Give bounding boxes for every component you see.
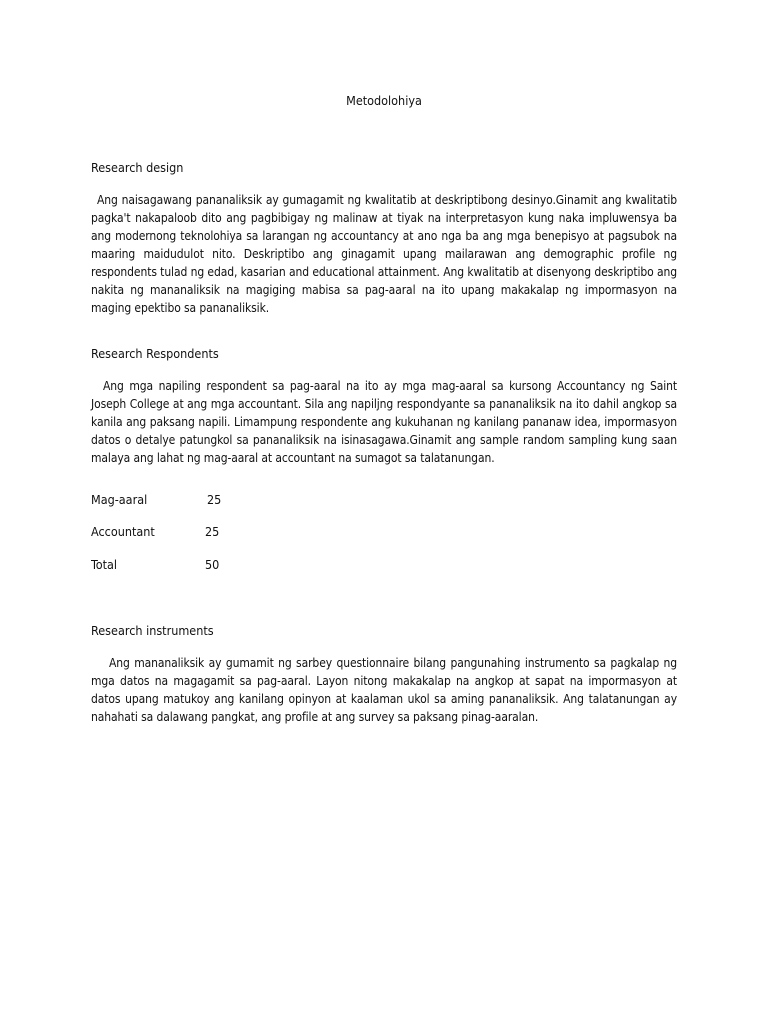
respondent-table-value-students: 25 <box>207 492 222 507</box>
page-title: Metodolohiya <box>346 93 422 108</box>
research-respondents-paragraph: Ang mga napiling respondent sa pag-aaral na ito ay mga mag-aaral sa kursong Accountancy ng Saint Joseph College at ang mga accountant. Sila ang napiljng respondyante sa pananaliksik na ito dahil angkop sa kanila ang paksang napili. Limampung respondente ang kukuhanan ng kanilang pananaw idea, impormasyon datos o detalye patungkol sa pananaliksik na isinasagawa.Ginamit ang sample random sampling kung saan malaya ang lahat ng mag-aaral at accountant na sumagot sa talatanungan. <box>91 379 677 465</box>
research-design-heading: Research design <box>91 160 184 175</box>
research-design-paragraph: Ang naisagawang pananaliksik ay gumagamit ng kwalitatib at deskriptibong desinyo.Ginamit ang kwalitatib pagka't nakapaloob dito ang pagbibigay ng malinaw at tiyak na interpretasyon kung naka impluwensya ba ang modernong teknolohiya sa larangan ng accountancy at ano nga ba ang mga benepisyo at pagsubok na maaring maidudulot nito. Deskriptibo ang ginagamit upang mailarawan ang demographic profile ng respondents tulad ng edad, kasarian and educational attainment. Ang kwalitatib at disenyong deskriptibo ang nakita ng mananaliksik na magiging mabisa sa pag-aaral na ito upang makakalap ng impormasyon na maging epektibo sa pananaliksik. <box>91 193 677 315</box>
research-instruments-paragraph: Ang mananaliksik ay gumamit ng sarbey questionnaire bilang pangunahing instrumento sa pagkalap ng mga datos na magagamit sa pag-aaral. Layon nitong makakalap na angkop at sapat na impormasyon at datos upang matukoy ang kanilang opinyon at kaalaman ukol sa aming pananaliksik. Ang talatanungan ay nahahati sa dalawang pangkat, ang profile at ang survey sa paksang pinag-aaralan. <box>91 656 677 724</box>
respondent-table-value-total: 50 <box>205 557 220 572</box>
research-instruments-heading: Research instruments <box>91 623 214 638</box>
respondent-table-label-accountants: Accountant <box>91 524 155 539</box>
respondent-table-value-accountants: 25 <box>205 524 220 539</box>
research-respondents-heading: Research Respondents <box>91 346 219 361</box>
respondent-table-label-total: Total <box>91 557 118 572</box>
respondent-table-label-students: Mag-aaral <box>91 492 148 507</box>
